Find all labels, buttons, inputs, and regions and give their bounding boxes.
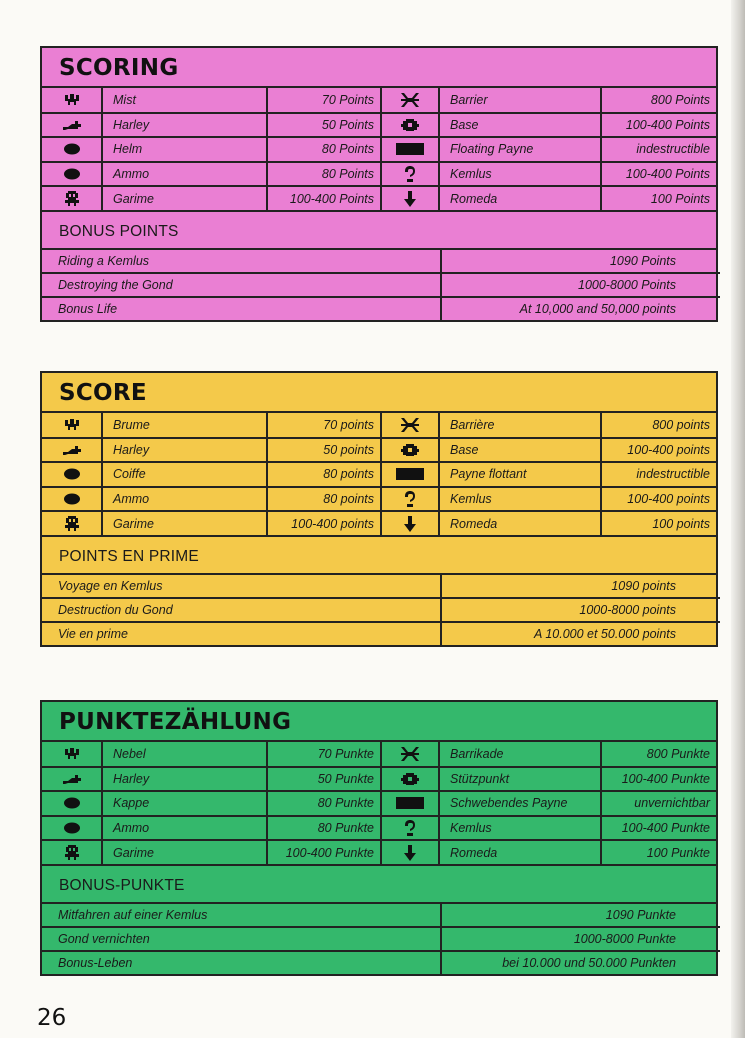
enemy-name: Ammo [102,162,267,187]
barrier-icon [381,413,439,438]
table-row [42,88,716,113]
enemy-points: 70 Punkte [267,742,381,767]
bonus-value: 1000-8000 points [441,598,720,621]
score-table [42,413,716,537]
enemy-name: Base [439,113,601,138]
ammo-icon [42,816,102,841]
bonus-value: bei 10.000 und 50.000 Punkten [502,955,676,970]
floating-payne-icon [381,137,439,162]
enemy-points: 50 points [267,438,381,463]
table-row [42,791,716,816]
enemy-points: 100-400 points [601,487,716,512]
barrier-icon [381,742,439,767]
enemy-points: indestructible [601,137,716,162]
table-row [42,927,720,950]
garime-icon [42,511,102,536]
enemy-name: Harley [102,113,267,138]
barrier-icon [381,88,439,113]
enemy-name: Stützpunkt [439,767,601,792]
romeda-icon [381,186,439,211]
enemy-name: Romeda [439,186,601,211]
enemy-name: Brume [102,413,267,438]
bonus-label: Riding a Kemlus [42,250,441,273]
bonus-table [42,575,720,645]
bonus-value: 1090 Punkte [441,904,720,927]
mist-icon [42,413,102,438]
table-row [42,273,720,296]
table-row [42,462,716,487]
enemy-points: 100-400 Points [601,113,716,138]
enemy-name: Barrière [439,413,601,438]
bonus-value: At 10,000 and 50,000 points [519,301,676,316]
table-row [42,622,720,645]
enemy-points: 50 Points [267,113,381,138]
page-edge-shadow [731,0,745,1038]
enemy-name: Ammo [102,816,267,841]
bonus-title: BONUS POINTS [42,212,716,250]
helm-icon [42,137,102,162]
table-row [42,575,720,598]
enemy-points: 100-400 points [267,511,381,536]
bonus-label: Destruction du Gond [42,598,441,621]
enemy-points: 100 points [601,511,716,536]
bonus-label: Bonus-Leben [42,951,441,974]
table-row [42,413,716,438]
mist-icon [42,88,102,113]
enemy-points: 50 Punkte [267,767,381,792]
enemy-name: Kappe [102,791,267,816]
page-number: 26 [37,1005,67,1031]
enemy-name: Mist [102,88,267,113]
kemlus-icon [381,816,439,841]
bonus-value: 1000-8000 Punkte [441,927,720,950]
score-table [42,742,716,866]
table-row [42,598,720,621]
bonus-label: Voyage en Kemlus [42,575,441,598]
bonus-value: 1090 points [441,575,720,598]
table-row [42,137,716,162]
bonus-value: 1000-8000 Points [441,273,720,296]
section-title: PUNKTEZÄHLUNG [42,702,716,742]
enemy-name: Kemlus [439,162,601,187]
bonus-label: Gond vernichten [42,927,441,950]
enemy-points: 100-400 Points [267,186,381,211]
table-row [42,162,716,187]
score-table [42,88,716,212]
table-row [42,438,716,463]
bonus-table [42,904,720,974]
enemy-name: Garime [102,840,267,865]
enemy-name: Romeda [439,840,601,865]
enemy-name: Base [439,438,601,463]
harley-icon [42,438,102,463]
enemy-points: 800 Points [601,88,716,113]
enemy-points: 80 Punkte [267,816,381,841]
enemy-points: indestructible [601,462,716,487]
enemy-name: Kemlus [439,487,601,512]
floating-payne-icon [381,791,439,816]
bonus-label: Vie en prime [42,622,441,645]
bonus-label: Bonus Life [42,297,441,320]
enemy-name: Schwebendes Payne [439,791,601,816]
enemy-points: 100-400 points [601,438,716,463]
enemy-points: unvernichtbar [601,791,716,816]
enemy-name: Barrier [439,88,601,113]
enemy-name: Ammo [102,487,267,512]
enemy-points: 100-400 Points [601,162,716,187]
enemy-points: 80 Punkte [267,791,381,816]
enemy-name: Garime [102,186,267,211]
romeda-icon [381,511,439,536]
enemy-points: 70 Points [267,88,381,113]
enemy-name: Kemlus [439,816,601,841]
enemy-points: 100-400 Punkte [267,840,381,865]
enemy-name: Payne flottant [439,462,601,487]
enemy-points: 80 points [267,462,381,487]
table-row [42,487,716,512]
table-row [42,840,716,865]
bonus-value: 1090 Points [441,250,720,273]
bonus-title: POINTS EN PRIME [42,537,716,575]
base-icon [381,767,439,792]
table-row [42,297,720,320]
table-row [42,904,720,927]
base-icon [381,113,439,138]
table-row [42,767,716,792]
enemy-points: 80 points [267,487,381,512]
section-title: SCORING [42,48,716,88]
helm-icon [42,462,102,487]
enemy-points: 800 Punkte [601,742,716,767]
enemy-points: 100 Punkte [601,840,716,865]
enemy-name: Garime [102,511,267,536]
enemy-name: Romeda [439,511,601,536]
kemlus-icon [381,487,439,512]
ammo-icon [42,162,102,187]
mist-icon [42,742,102,767]
enemy-name: Floating Payne [439,137,601,162]
table-row [42,113,716,138]
enemy-name: Harley [102,767,267,792]
scoring-section-french [40,371,718,647]
table-row [42,816,716,841]
table-row [42,186,716,211]
garime-icon [42,186,102,211]
table-row [42,951,720,974]
enemy-points: 70 points [267,413,381,438]
table-row [42,250,720,273]
table-row [42,742,716,767]
enemy-points: 100 Points [601,186,716,211]
kemlus-icon [381,162,439,187]
enemy-points: 100-400 Punkte [601,816,716,841]
garime-icon [42,840,102,865]
floating-payne-icon [381,462,439,487]
enemy-points: 100-400 Punkte [601,767,716,792]
bonus-title: BONUS-PUNKTE [42,866,716,904]
enemy-name: Nebel [102,742,267,767]
harley-icon [42,113,102,138]
helm-icon [42,791,102,816]
enemy-points: 80 Points [267,162,381,187]
enemy-points: 80 Points [267,137,381,162]
section-title: SCORE [42,373,716,413]
base-icon [381,438,439,463]
ammo-icon [42,487,102,512]
enemy-name: Barrikade [439,742,601,767]
scoring-section-german [40,700,718,976]
harley-icon [42,767,102,792]
table-row [42,511,716,536]
enemy-name: Coiffe [102,462,267,487]
enemy-name: Helm [102,137,267,162]
enemy-name: Harley [102,438,267,463]
romeda-icon [381,840,439,865]
bonus-label: Destroying the Gond [42,273,441,296]
enemy-points: 800 points [601,413,716,438]
bonus-table [42,250,720,320]
bonus-label: Mitfahren auf einer Kemlus [42,904,441,927]
bonus-value: A 10.000 et 50.000 points [533,626,676,641]
scoring-section-english [40,46,718,322]
